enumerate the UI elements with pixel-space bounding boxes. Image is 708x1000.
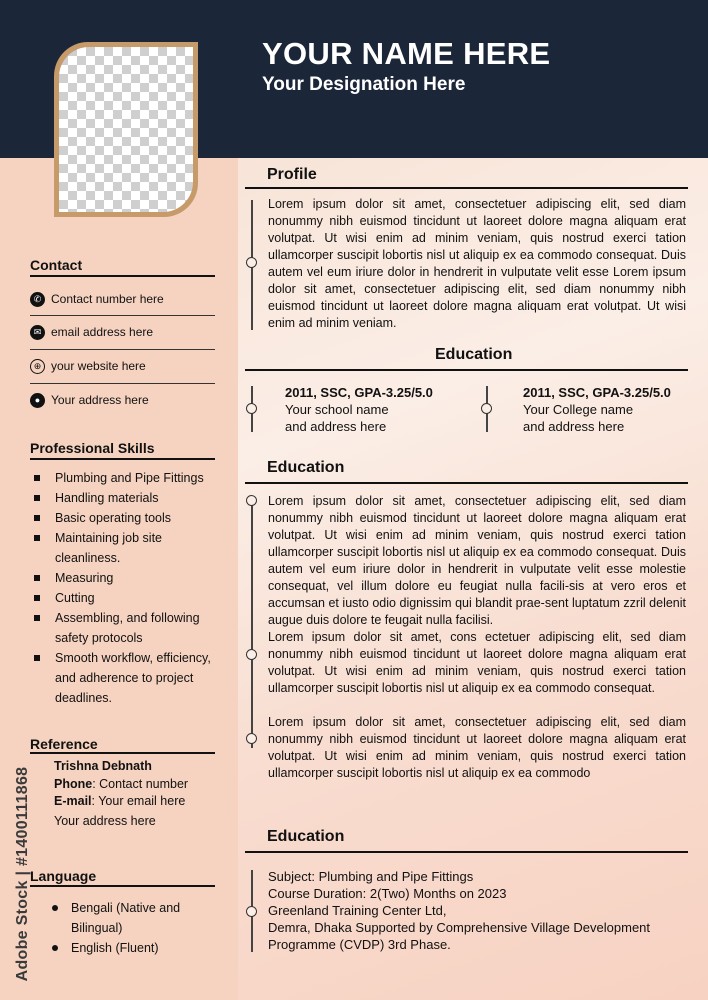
experience-heading: Education	[267, 459, 345, 476]
contact-phone	[30, 282, 215, 316]
globe-icon: ⊕	[30, 359, 45, 374]
experience-text-3: Lorem ipsum dolor sit amet, consectetuer adipiscing elit, sed diam nonummy nibh euismod tincidunt ut laoreet dolore magna aliquam erat volutpat. Ut wisi enim ad minim veniam, quis nostrud exerci tation ullamcorper suscipit lobortis nisl ut aliquip ex ea commodo	[268, 715, 686, 780]
experience-text-1: Lorem ipsum dolor sit amet, consectetuer adipiscing elit, sed diam nonummy nibh euismod tincidunt ut laoreet dolore magna aliquam erat volutpat. Ut wisi enim ad minim veniam, quis nostrud exerci tation ullamcorper suscipit lobortis nisl ut aliquip ex ea commodo consequat. Duis autem vel eum iriure dolor in hendrerit in vulputate velit esse molestie consequat, vel illum dolore eu feugiat nulla facili-sis at vero eros et accumsan et iusto odio dignissim qui blandit prae-sent luptatum zzril delenit augue duis dolore te feugait nulla facilisi.	[268, 494, 686, 627]
contact-email-text: email address here	[51, 325, 154, 339]
photo-frame	[54, 42, 198, 217]
reference-rule	[30, 752, 215, 754]
list-item: Smooth workflow, efficiency, and adherence to project deadlines.	[34, 648, 224, 708]
reference-block	[54, 758, 224, 830]
language-rule	[30, 885, 215, 887]
reference-address: Your address here	[54, 813, 156, 828]
reference-phone: Phone: Contact number	[54, 776, 189, 791]
profile-heading: Profile	[267, 166, 317, 183]
list-item: English (Fluent)	[52, 938, 222, 958]
profile-text: Lorem ipsum dolor sit amet, consectetuer adipiscing elit, sed diam nonummy nibh euismod tincidunt ut laoreet dolore magna aliquam erat volutpat. Ut wisi enim ad minim veniam, quis nostrud exerci tation ullamcorper suscipit lobortis nisl ut aliquip ex ea commodo consequat. Duis autem vel eum iriure dolor in hendrerit in vulputate velit esse Lorem ipsum dolor sit amet, consectetuer adipiscing elit, sed diam nonummy nibh euismod tincidunt ut laoreet dolore magna aliquam erat volutpat. Ut wisi enim ad minim veniam.	[268, 197, 686, 330]
list-item: Basic operating tools	[34, 508, 224, 528]
timeline-line	[251, 500, 253, 748]
skills-heading: Professional Skills	[30, 440, 155, 456]
list-item: Maintaining job site cleanliness.	[34, 528, 224, 568]
location-icon: ●	[30, 393, 45, 408]
education-heading: Education	[435, 346, 513, 363]
photo-placeholder	[59, 47, 193, 212]
timeline-node	[246, 257, 257, 268]
phone-icon: ✆	[30, 292, 45, 307]
experience-rule	[245, 482, 688, 484]
education-rule	[245, 369, 688, 371]
list-item: Plumbing and Pipe Fittings	[34, 468, 224, 488]
list-item: Measuring	[34, 568, 224, 588]
timeline-node	[246, 906, 257, 917]
education-school: 2011, SSC, GPA-3.25/5.0 Your school name and address here	[285, 385, 433, 434]
contact-phone-text: Contact number here	[51, 292, 164, 306]
reference-name: Trishna Debnath	[54, 759, 152, 773]
timeline-node	[246, 733, 257, 744]
training-text: Subject: Plumbing and Pipe Fittings Course Duration: 2(Two) Months on 2023 Greenland Training Center Ltd, Demra, Dhaka Supported by Comprehensive Village Development Programme (CVDP) 3rd Phase.	[268, 869, 651, 952]
contact-rule	[30, 275, 215, 277]
contact-email	[30, 315, 215, 349]
education-college: 2011, SSC, GPA-3.25/5.0 Your College name and address here	[523, 385, 671, 434]
resume-name: YOUR NAME HERE	[262, 36, 551, 71]
contact-address-text: Your address here	[51, 393, 149, 407]
stock-watermark: Adobe Stock | #1400111868	[14, 766, 31, 982]
experience-text-2: Lorem ipsum dolor sit amet, cons ectetuer adipiscing elit, sed diam nonummy nibh euismod tincidunt ut laoreet dolore magna aliquam erat volutpat. Ut wisi enim ad minim veniam, quis nostrud exerci tation ullamcorper suscipit lobortis nisl ut aliquip ex ea commodo consequat.	[268, 630, 686, 695]
contact-heading: Contact	[30, 257, 83, 273]
reference-heading: Reference	[30, 736, 98, 752]
list-item: Assembling, and following safety protocols	[34, 608, 224, 648]
timeline-node	[481, 403, 492, 414]
skills-rule	[30, 458, 215, 460]
language-heading: Language	[30, 868, 97, 884]
list-item: Handling materials	[34, 488, 224, 508]
contact-address	[30, 383, 215, 417]
skills-list	[34, 468, 224, 708]
email-icon: ✉	[30, 325, 45, 340]
list-item: Cutting	[34, 588, 224, 608]
training-rule	[245, 851, 688, 853]
language-list	[52, 898, 222, 958]
resume-designation: Your Designation Here	[262, 74, 466, 95]
profile-rule	[245, 187, 688, 189]
list-item: Bengali (Native and Bilingual)	[52, 898, 222, 938]
contact-website-text: your website here	[51, 359, 146, 373]
training-heading: Education	[267, 828, 345, 845]
timeline-node	[246, 495, 257, 506]
reference-email: E-mail: Your email here	[54, 794, 186, 808]
contact-website	[30, 349, 215, 383]
timeline-node	[246, 403, 257, 414]
timeline-node	[246, 649, 257, 660]
